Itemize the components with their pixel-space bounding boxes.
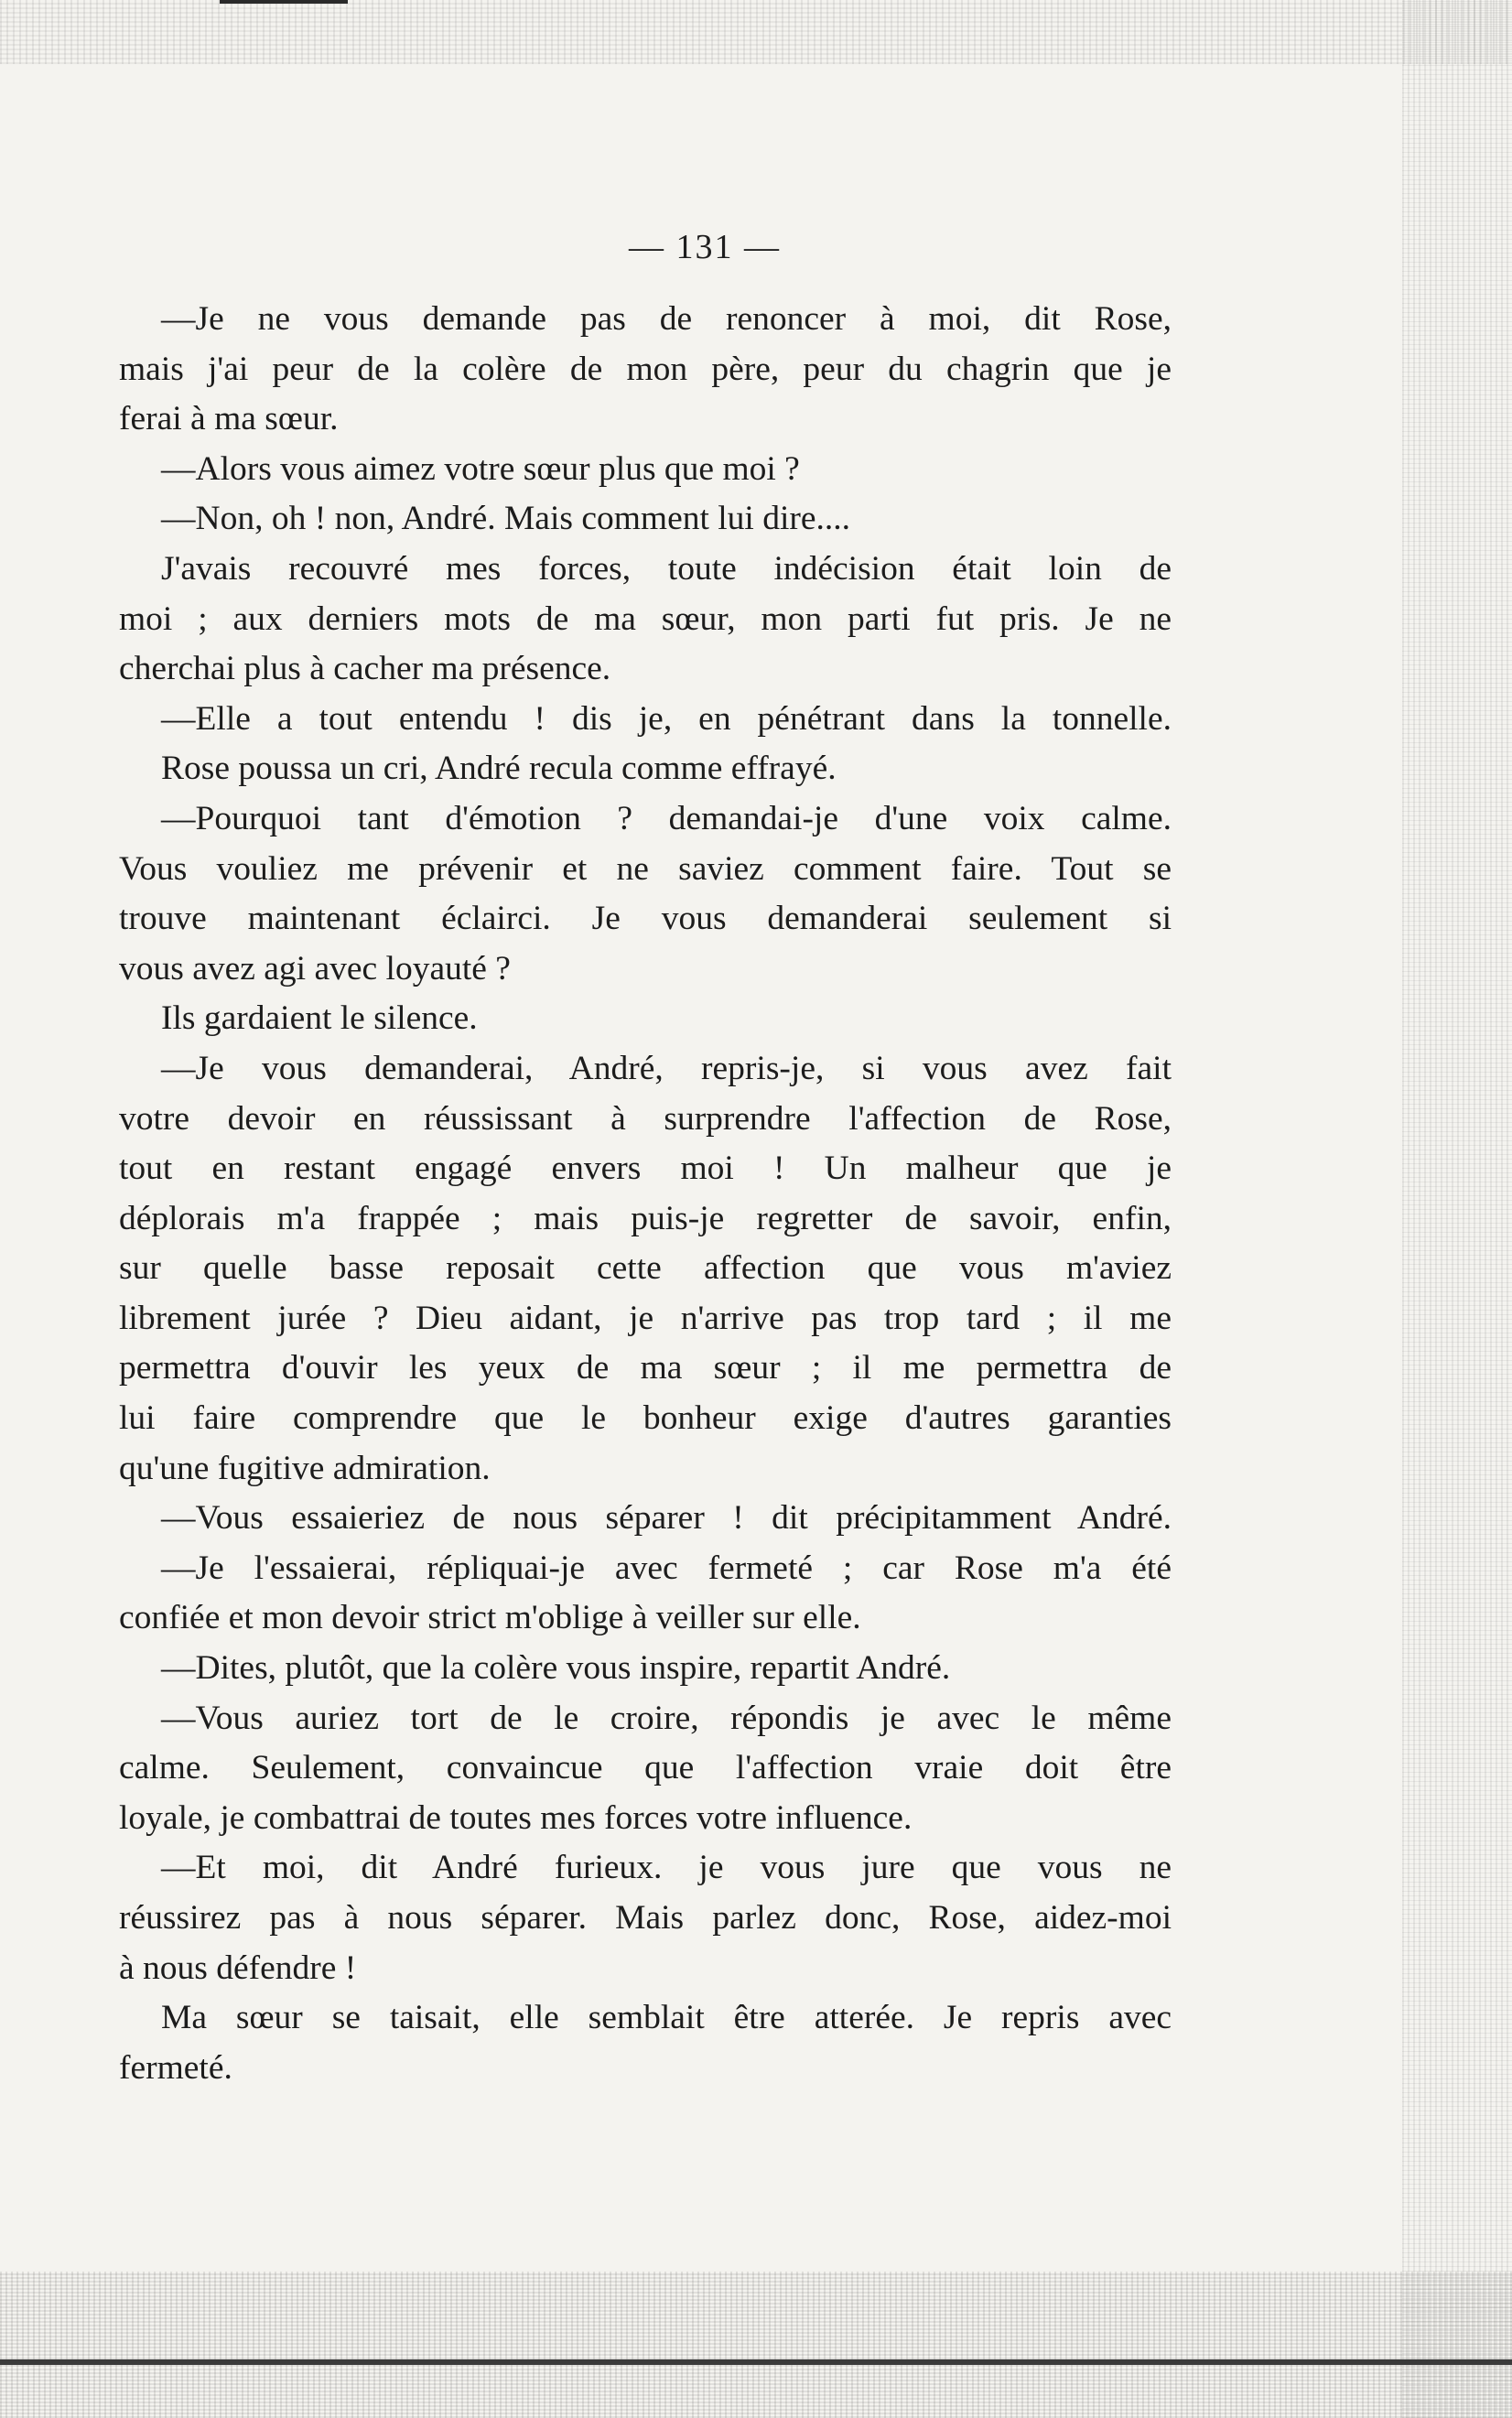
text-line: vous avez agi avec loyauté ? <box>119 949 511 988</box>
text-line: Ma sœur se taisait, elle semblait être atterée. Je repris avec <box>161 1999 1172 2037</box>
text-line: —Je ne vous demande pas de renoncer à moi, dit Rose, <box>161 300 1172 338</box>
text-line: librement jurée ? Dieu aidant, je n'arrive pas trop tard ; il me <box>119 1299 1172 1337</box>
bottom-scan-edge <box>0 2359 1512 2365</box>
text-line: fermeté. <box>119 2048 232 2087</box>
text-line: —Elle a tout entendu ! dis je, en pénétrant dans la tonnelle. <box>161 699 1172 738</box>
body-text <box>119 295 1172 2093</box>
text-line: confiée et mon devoir strict m'oblige à veiller sur elle. <box>119 1599 861 1637</box>
text-line: —Vous essaieriez de nous séparer ! dit précipitamment André. <box>161 1499 1172 1538</box>
text-line: —Dites, plutôt, que la colère vous inspire, repartit André. <box>161 1649 951 1688</box>
text-line: sur quelle basse reposait cette affection que vous m'aviez <box>119 1249 1172 1288</box>
text-line: calme. Seulement, convaincue que l'affection vraie doit être <box>119 1749 1172 1787</box>
text-line: tout en restant engagé envers moi ! Un malheur que je <box>119 1150 1172 1188</box>
text-line: Vous vouliez me prévenir et ne saviez comment faire. Tout se <box>119 849 1172 888</box>
text-line: trouve maintenant éclairci. Je vous demanderai seulement si <box>119 900 1172 938</box>
text-line: mais j'ai peur de la colère de mon père, peur du chagrin que je <box>119 350 1172 388</box>
text-line: à nous défendre ! <box>119 1948 357 1987</box>
scan-noise-top <box>0 0 1512 64</box>
text-line: déplorais m'a frappée ; mais puis-je regretter de savoir, enfin, <box>119 1199 1172 1237</box>
text-line: J'avais recouvré mes forces, toute indécision était loin de <box>161 549 1172 588</box>
text-line: moi ; aux derniers mots de ma sœur, mon parti fut pris. Je ne <box>119 599 1172 638</box>
text-line: —Je vous demanderai, André, repris-je, si vous avez fait <box>161 1049 1172 1087</box>
text-line: réussirez pas à nous séparer. Mais parlez donc, Rose, aidez-moi <box>119 1899 1172 1937</box>
text-line: —Pourquoi tant d'émotion ? demandai-je d'une voix calme. <box>161 799 1172 837</box>
text-line: —Vous auriez tort de le croire, répondis je avec le même <box>161 1699 1172 1737</box>
text-line: cherchai plus à cacher ma présence. <box>119 650 611 688</box>
scan-noise-bottom <box>0 2272 1512 2418</box>
text-line: qu'une fugitive admiration. <box>119 1449 491 1487</box>
text-line: —Et moi, dit André furieux. je vous jure que vous ne <box>161 1849 1172 1887</box>
text-line: loyale, je combattrai de toutes mes forces votre influence. <box>119 1798 913 1837</box>
text-line: Ils gardaient le silence. <box>161 999 478 1038</box>
page-number: — 131 — <box>629 228 781 266</box>
text-line: permettra d'ouvir les yeux de ma sœur ; il me permettra de <box>119 1349 1172 1387</box>
text-line: —Je l'essaierai, répliquai-je avec fermeté ; car Rose m'a été <box>161 1549 1172 1587</box>
text-line: Rose poussa un cri, André recula comme effrayé. <box>161 750 837 788</box>
text-line: votre devoir en réussissant à surprendre l'affection de Rose, <box>119 1099 1172 1138</box>
text-line: —Non, oh ! non, André. Mais comment lui dire.... <box>161 500 851 538</box>
text-line: lui faire comprendre que le bonheur exige d'autres garanties <box>119 1399 1172 1438</box>
top-scan-mark <box>220 0 348 4</box>
text-line: —Alors vous aimez votre sœur plus que moi ? <box>161 449 800 488</box>
scan-noise-right <box>1402 0 1512 2418</box>
text-line: ferai à ma sœur. <box>119 400 339 438</box>
